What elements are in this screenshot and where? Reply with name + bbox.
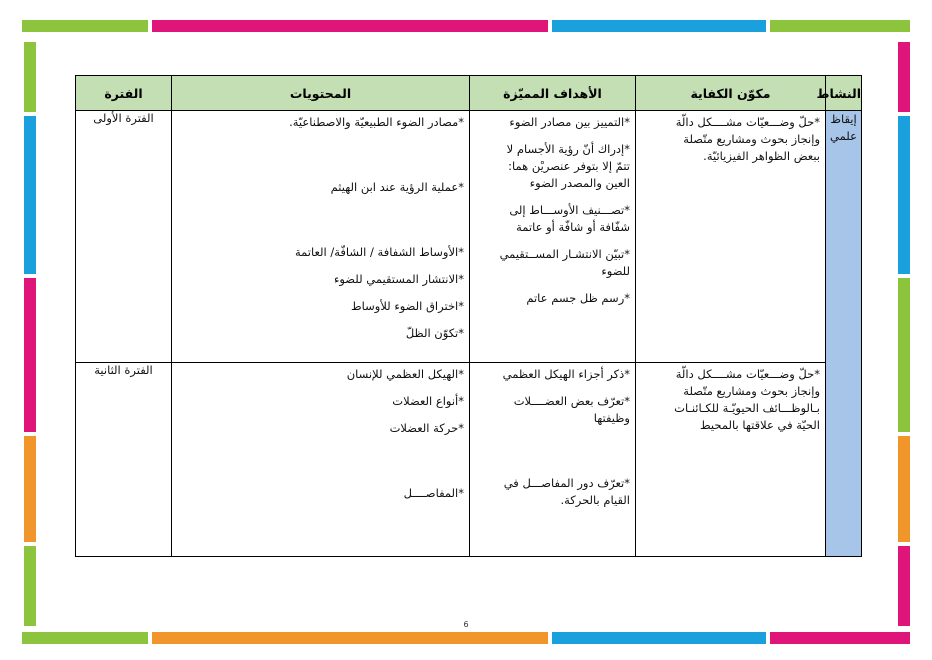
header-contents: المحتويات — [172, 76, 470, 111]
header-objectives: الأهداف المميّزة — [470, 76, 636, 111]
frame-bar — [24, 436, 36, 542]
content-item: *الأوساط الشفافة / الشافّة/ العاتمة — [294, 245, 464, 259]
content-item: *مصادر الضوء الطبيعيّة والاصطناعيّة. — [289, 115, 464, 129]
objectives-cell — [470, 111, 636, 363]
frame-bar — [24, 546, 36, 626]
contents-cell — [172, 363, 470, 557]
frame-bar — [898, 278, 910, 432]
objective-line: تتمّ إلا بتوفر عنصريْن هما: — [508, 159, 630, 173]
frame-bar — [152, 632, 548, 644]
frame-bar — [898, 546, 910, 626]
page-number: 6 — [463, 620, 469, 629]
frame-bar — [898, 116, 910, 274]
competence-line: وإنجاز بحوث ومشاريع متّصلة — [683, 132, 820, 146]
objective-item — [475, 202, 630, 236]
competence-line: بـالوظـــائف الحيويّـة للكـائنـات — [674, 401, 820, 415]
content-item: *أنواع العضلات — [392, 394, 464, 408]
contents-cell — [172, 111, 470, 363]
competence-cell — [636, 363, 826, 557]
table-row — [76, 363, 862, 557]
frame-bar — [22, 20, 148, 32]
objective-line: العين والمصدر الضوء — [529, 176, 630, 190]
frame-bar — [552, 632, 766, 644]
objectives-cell — [470, 363, 636, 557]
objective-item — [475, 246, 630, 280]
objective-line: *تعرّف دور المفاصـــل في — [503, 476, 630, 490]
header-activity: النشاط — [826, 76, 862, 111]
competence-line: *حلّ وضـــعيّات مشــــكل دالّة — [675, 115, 820, 129]
frame-bar — [24, 116, 36, 274]
content-item: *عملية الرؤية عند ابن الهيثم — [330, 180, 464, 194]
content-item: *اختراق الضوء للأوساط — [350, 299, 464, 313]
header-period: الفترة — [76, 76, 172, 111]
objective-line: *إدراك أنّ رؤية الأجسام لا — [506, 142, 630, 156]
competence-line: وإنجاز بحوث ومشاريع متّصلة — [683, 384, 820, 398]
period-cell — [76, 363, 172, 557]
objective-line: شفّافة أو شافّة أو عاتمة — [516, 220, 630, 234]
competence-line: *حلّ وضـــعيّات مشــــكل دالّة — [675, 367, 820, 381]
objective-item — [475, 114, 630, 131]
competence-line: الحيّة في علاقتها بالمحيط — [700, 418, 820, 432]
activity-line: علمي — [830, 129, 857, 143]
objective-line: *تصـــنيف الأوســـاط إلى — [509, 203, 630, 217]
objective-line: *رسم ظل جسم عاتم — [526, 291, 630, 305]
frame-bar — [152, 20, 548, 32]
frame-bar — [22, 632, 148, 644]
objective-line: *ذكر أجزاء الهيكل العظمي — [502, 367, 630, 381]
objective-item — [475, 366, 630, 383]
competence-line: ببعض الظواهر الفيزيائيّة. — [703, 149, 820, 163]
frame-bar — [770, 20, 910, 32]
period-label: الفترة الثانية — [94, 363, 153, 377]
header-competence: مكوّن الكفاية — [636, 76, 826, 111]
content-item: *الانتشار المستقيمي للضوء — [333, 272, 464, 286]
objective-line: *تبيّن الانتشـار المســتقيمي — [499, 247, 630, 261]
frame-bar — [24, 278, 36, 432]
content-item: *المفاصــــل — [403, 486, 464, 500]
table-header-row — [76, 76, 862, 111]
objective-line: القيام بالحركة. — [560, 493, 630, 507]
objective-line: *التمييز بين مصادر الضوء — [509, 115, 630, 129]
frame-bar — [770, 632, 910, 644]
objective-line: للضوء — [601, 264, 630, 278]
competence-cell — [636, 111, 826, 363]
table-row — [76, 111, 862, 363]
frame-bar — [552, 20, 766, 32]
curriculum-table — [75, 75, 862, 557]
period-cell — [76, 111, 172, 363]
activity-line: إيقاظ — [830, 112, 857, 126]
frame-bar — [898, 436, 910, 542]
period-label: الفترة الأولى — [93, 111, 154, 125]
content-item: *الهيكل العظمي للإنسان — [346, 367, 464, 381]
content-item: *حركة العضلات — [389, 421, 464, 435]
objective-item — [475, 393, 630, 427]
activity-cell — [826, 111, 862, 557]
frame-bar — [898, 42, 910, 112]
objective-item — [475, 290, 630, 307]
objective-item — [475, 475, 630, 509]
objective-line: *تعرّف بعض العضــــلات — [513, 394, 630, 408]
objective-item — [475, 141, 630, 192]
content-item: *تكوّن الظلّ — [405, 326, 464, 340]
frame-bar — [24, 42, 36, 112]
objective-line: وظيفتها — [593, 411, 630, 425]
